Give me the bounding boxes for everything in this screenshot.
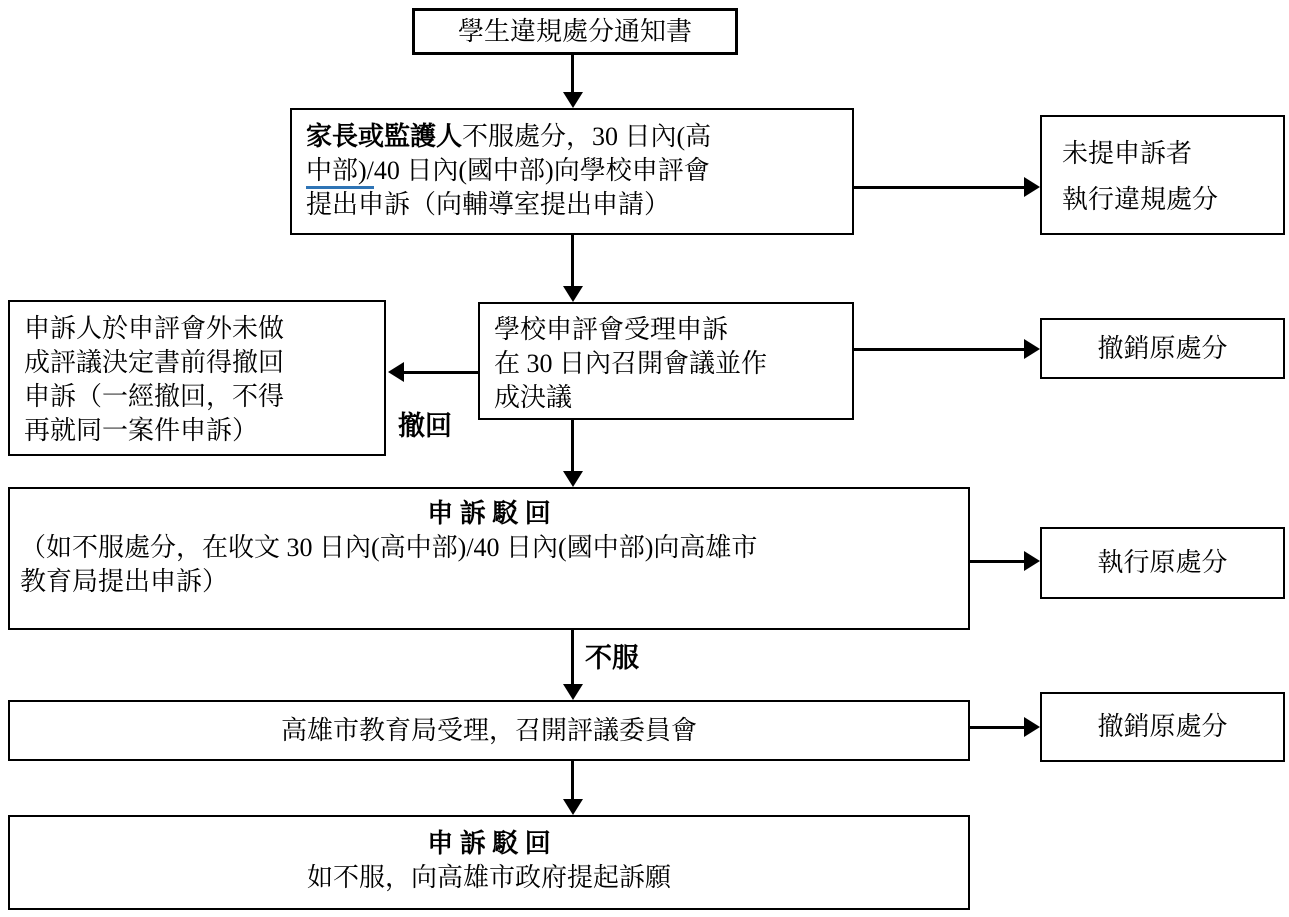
flow-box-parent-appeal — [290, 108, 854, 235]
committee-line-3: 成決議 — [494, 383, 573, 412]
arrow-line-bureau-to-revoke2 — [970, 726, 1026, 729]
appeal-line1-rest: 不服處分，30 日內(高 — [462, 122, 712, 151]
arrow-line-rejected1-to-enforce — [970, 560, 1026, 563]
appeal-line-2 — [306, 154, 838, 188]
arrowhead-right-3-icon — [1024, 551, 1040, 571]
rejected1-body-line-2: 教育局提出申訴） — [20, 567, 229, 596]
rejected2-title: 申 訴 駁 回 — [427, 829, 551, 858]
arrow-line-committee-to-revoke1 — [854, 348, 1026, 351]
rejected1-body-line-1: （如不服處分，在收文 30 日內(高中部)/40 日內(國中部)向高雄市 — [20, 533, 758, 562]
withdraw-label: 撤回 — [398, 404, 452, 443]
no-appeal-line-1: 未提申訴者 — [1062, 139, 1193, 168]
revoke2-text: 撤銷原處分 — [1097, 712, 1228, 741]
flow-box-withdraw-note — [8, 300, 386, 456]
flow-box-notice — [412, 8, 738, 55]
arrowhead-right-1-icon — [1024, 177, 1040, 197]
flow-box-school-committee — [478, 302, 854, 420]
appeal-line1-bold: 家長或監護人 — [306, 122, 463, 151]
dissent-label: 不服 — [585, 636, 639, 675]
revoke1-text: 撤銷原處分 — [1097, 333, 1228, 363]
appeal-line-3: 提出申訴（向輔導室提出申請） — [306, 190, 671, 219]
flow-box-no-appeal — [1040, 115, 1285, 235]
flow-box-appeal-rejected-1 — [8, 487, 970, 630]
arrow-line-notice-to-appeal — [571, 55, 574, 93]
arrowhead-down-1-icon — [563, 92, 583, 108]
appeal-line-1 — [306, 120, 838, 154]
rejected1-title: 申 訴 駁 回 — [427, 499, 551, 528]
withdraw-line-1: 申訴人於申評會外未做 — [24, 314, 285, 343]
rejected2-body: 如不服，向高雄市政府提起訴願 — [306, 863, 671, 892]
withdraw-line-2: 成評議決定書前得撤回 — [24, 348, 285, 377]
appeal-line2-underlined: 中部)/ — [306, 156, 374, 185]
bureau-text: 高雄市教育局受理，召開評議委員會 — [280, 715, 697, 745]
arrow-line-appeal-to-noappeal — [854, 186, 1026, 189]
withdraw-line-4: 再就同一案件申訴） — [24, 416, 259, 445]
committee-line-2: 在 30 日內召開會議並作 — [494, 349, 768, 378]
flow-box-revoke-original-1 — [1040, 318, 1285, 379]
arrowhead-down-5-icon — [563, 799, 583, 815]
notice-text: 學生違規處分通知書 — [457, 16, 692, 46]
arrowhead-down-2-icon — [563, 286, 583, 302]
arrow-line-rejected1-to-bureau — [571, 630, 574, 685]
arrowhead-right-2-icon — [1024, 339, 1040, 359]
arrow-line-committee-to-rejected1 — [571, 420, 574, 472]
arrowhead-down-3-icon — [563, 471, 583, 487]
withdraw-line-3: 申訴（一經撤回，不得 — [24, 382, 285, 411]
appeal-line2-rest: 40 日內(國中部)向學校申評會 — [373, 156, 710, 185]
flow-box-education-bureau — [8, 700, 970, 761]
no-appeal-line-2: 執行違規處分 — [1062, 185, 1219, 214]
flow-box-revoke-original-2 — [1040, 692, 1285, 762]
arrowhead-left-1-icon — [388, 362, 404, 382]
committee-line-1: 學校申評會受理申訴 — [494, 315, 729, 344]
arrow-line-committee-to-withdraw — [402, 371, 478, 374]
arrow-line-bureau-to-rejected2 — [571, 761, 574, 801]
flow-box-appeal-rejected-2 — [8, 815, 970, 910]
enforce-text: 執行原處分 — [1097, 548, 1228, 577]
arrowhead-down-4-icon — [563, 684, 583, 700]
arrowhead-right-4-icon — [1024, 717, 1040, 737]
flow-box-enforce-original — [1040, 527, 1285, 599]
arrow-line-appeal-to-committee — [571, 235, 574, 287]
